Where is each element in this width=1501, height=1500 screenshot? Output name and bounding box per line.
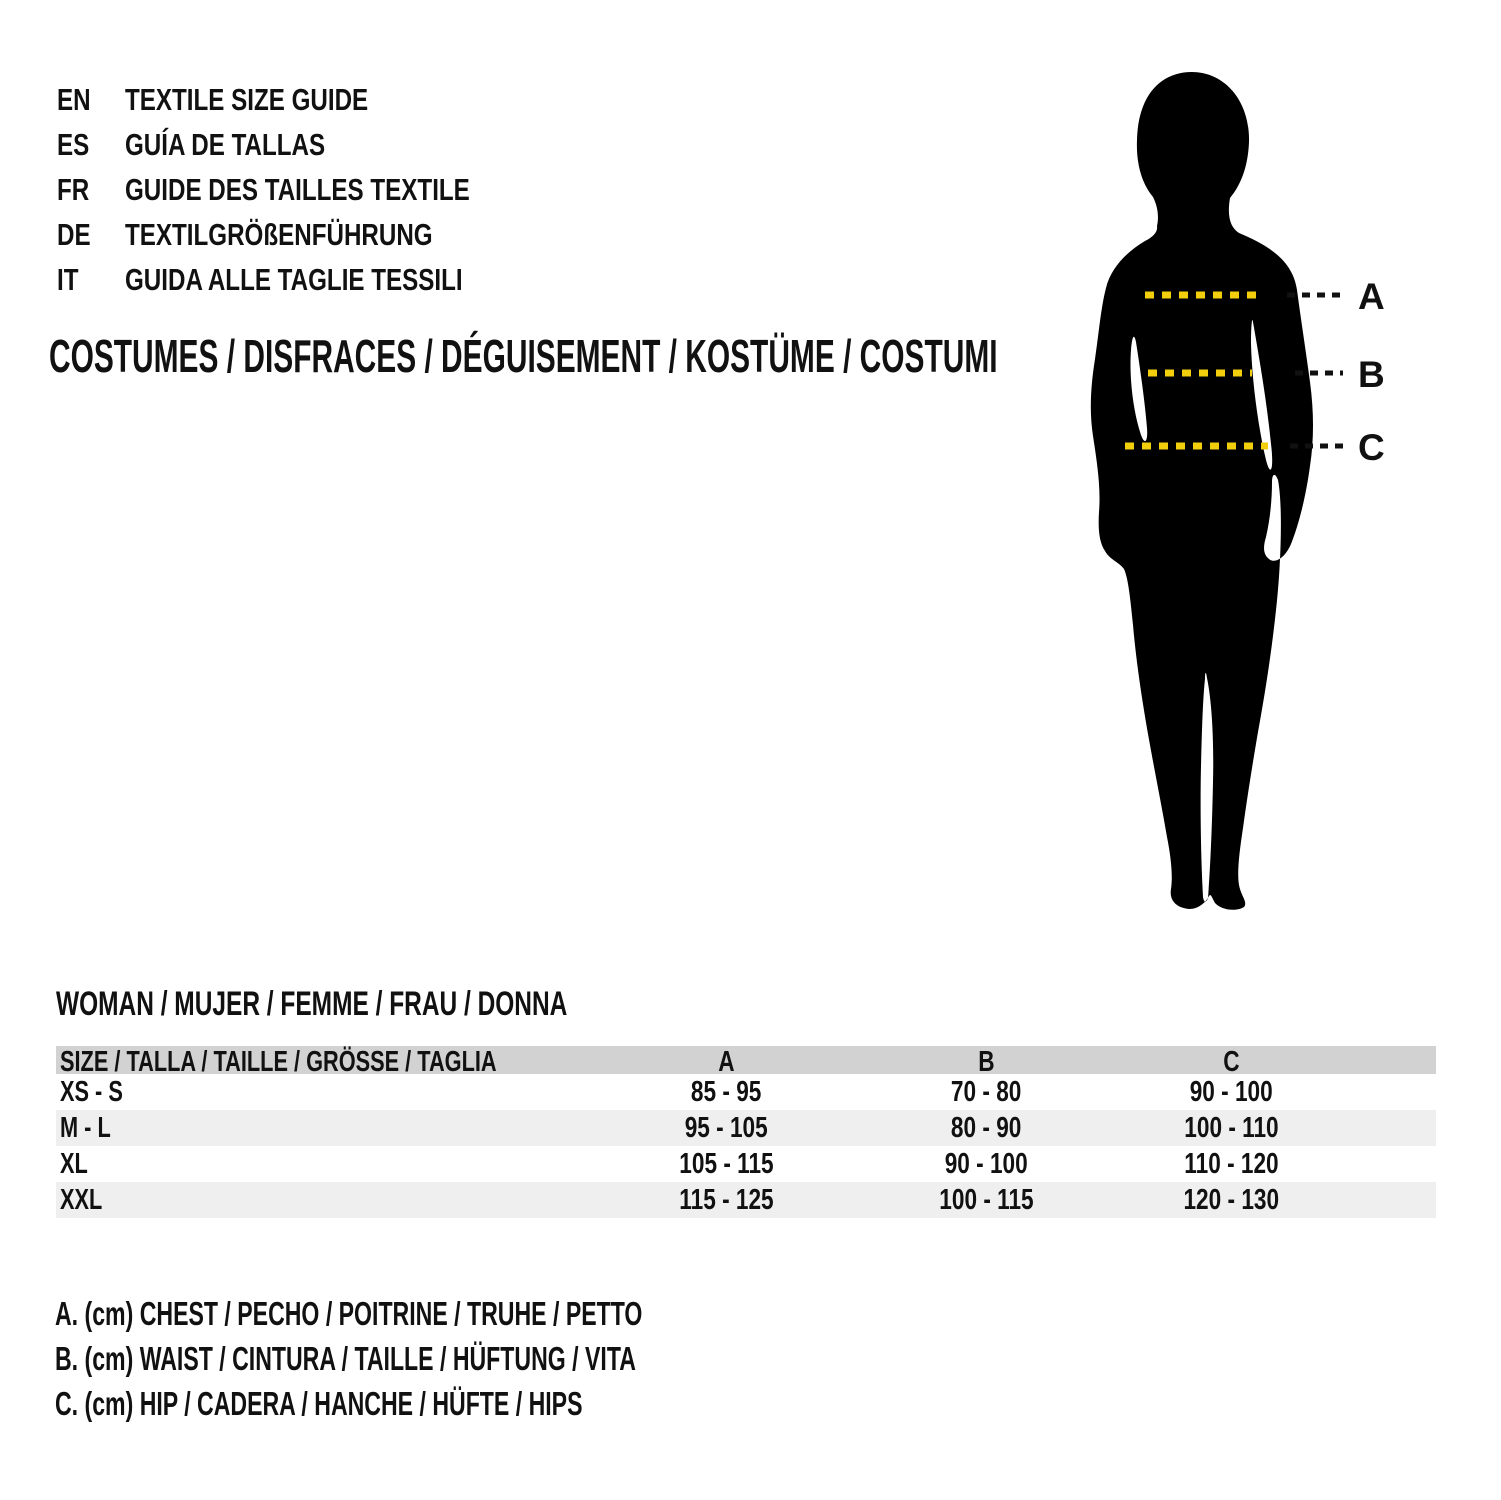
cell-b: 80 - 90 (950, 1111, 1022, 1144)
language-code-it: IT (57, 262, 79, 297)
language-code-de: DE (57, 217, 91, 252)
language-label-it: GUIDA ALLE TAGLIE TESSILI (125, 262, 463, 297)
silhouette-shape (1091, 72, 1313, 910)
cell-b: 100 - 115 (938, 1183, 1034, 1216)
measure-label-b: B (1358, 354, 1385, 395)
language-row-es (57, 122, 567, 167)
cell-size: XXL (60, 1183, 103, 1216)
language-row-it (57, 257, 567, 302)
header-col-c: C (1222, 1046, 1240, 1078)
measurement-legend (55, 1291, 894, 1426)
cell-a: 95 - 105 (684, 1111, 768, 1144)
measure-label-a: A (1358, 276, 1385, 317)
cell-c: 110 - 120 (1183, 1147, 1279, 1180)
language-list (57, 77, 567, 302)
header-col-a: A (717, 1046, 735, 1078)
section-heading-woman: WOMAN / MUJER / FEMME / FRAU / DONNA (56, 985, 568, 1023)
cell-a: 115 - 125 (678, 1183, 774, 1216)
legend-item-waist: B. (cm) WAIST / CINTURA / TAILLE / HÜFTUNG / VITA (55, 1340, 636, 1377)
language-code-fr: FR (57, 172, 90, 207)
cell-c: 90 - 100 (1189, 1075, 1273, 1108)
language-code-en: EN (57, 82, 91, 117)
language-row-en (57, 77, 567, 122)
figure-silhouette (1040, 60, 1420, 960)
silhouette-svg (1040, 60, 1420, 960)
category-heading: COSTUMES / DISFRACES / DÉGUISEMENT / KOSTÜME / COSTUMI (49, 330, 998, 382)
language-label-es: GUÍA DE TALLAS (125, 127, 326, 162)
cell-c: 120 - 130 (1183, 1183, 1279, 1216)
cell-c: 100 - 110 (1183, 1111, 1279, 1144)
cell-a: 105 - 115 (678, 1147, 774, 1180)
language-row-de (57, 212, 567, 257)
table-row-xl (56, 1146, 1436, 1182)
cell-size: M - L (60, 1111, 111, 1144)
cell-b: 70 - 80 (950, 1075, 1022, 1108)
table-row-xxl (56, 1182, 1436, 1218)
header-col-b: B (977, 1046, 995, 1078)
table-header-row (56, 1046, 1436, 1078)
table-row-m-l (56, 1110, 1436, 1146)
header-size-label: SIZE / TALLA / TAILLE / GRÖSSE / TAGLIA (60, 1046, 497, 1078)
language-label-de: TEXTILGRÖßENFÜHRUNG (125, 217, 433, 252)
size-table (56, 1046, 1436, 1218)
language-row-fr (57, 167, 567, 212)
language-label-fr: GUIDE DES TAILLES TEXTILE (125, 172, 470, 207)
cell-b: 90 - 100 (944, 1147, 1028, 1180)
legend-item-hip: C. (cm) HIP / CADERA / HANCHE / HÜFTE / HIPS (55, 1385, 583, 1422)
cell-size: XS - S (60, 1075, 123, 1108)
legend-item-chest: A. (cm) CHEST / PECHO / POITRINE / TRUHE / PETTO (55, 1295, 643, 1332)
language-code-es: ES (57, 127, 90, 162)
cell-size: XL (60, 1147, 88, 1180)
table-row-xs-s (56, 1074, 1436, 1110)
language-label-en: TEXTILE SIZE GUIDE (125, 82, 369, 117)
cell-a: 85 - 95 (690, 1075, 762, 1108)
measure-label-c: C (1358, 427, 1385, 468)
